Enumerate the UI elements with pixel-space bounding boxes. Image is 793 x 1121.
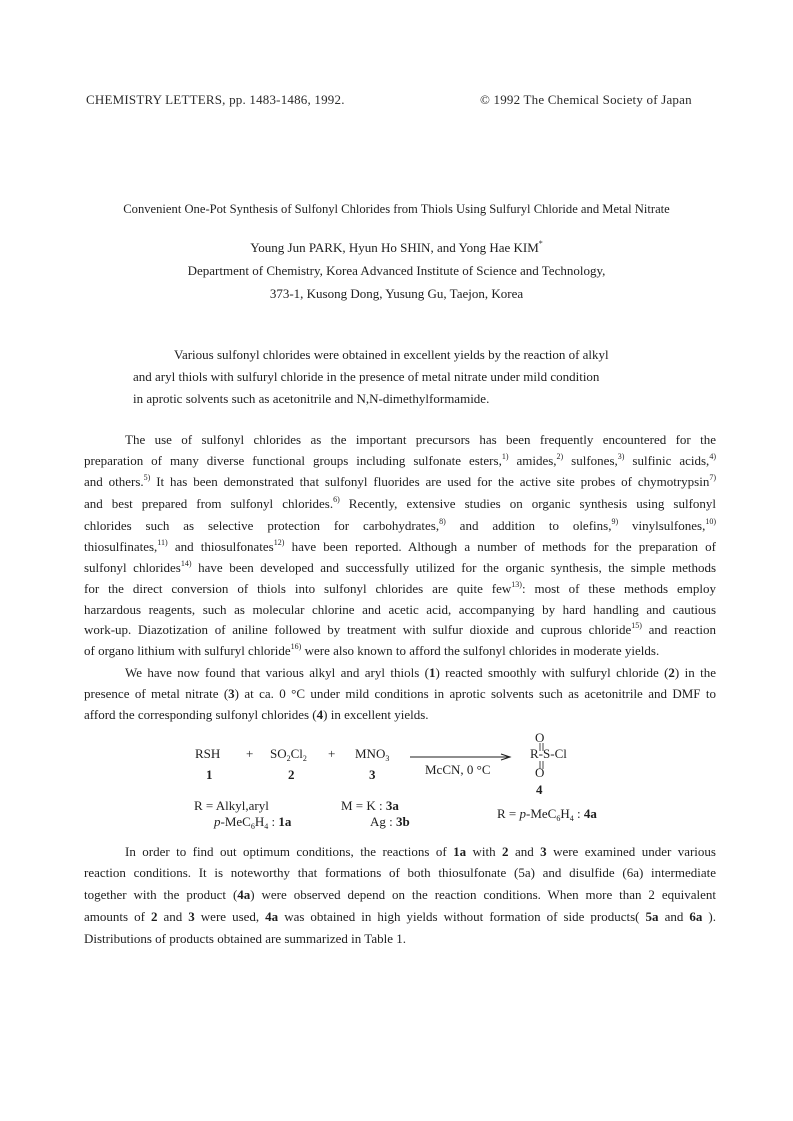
ref: 3) xyxy=(617,452,625,461)
ref: 6) xyxy=(333,495,340,504)
compound-ref: 1a xyxy=(278,814,292,829)
text: ) reacted smoothly with sulfuryl chloride ( xyxy=(435,665,669,680)
text: were used, xyxy=(194,909,266,924)
text: together with the product ( xyxy=(84,887,238,902)
text: In order to find out optimum conditions, the reactions of xyxy=(125,844,454,859)
text: sulfinic acids, xyxy=(624,453,710,468)
text: -MeC xyxy=(220,814,251,829)
text: Recently, extensive studies on organic synthesis using sulfonyl xyxy=(339,496,717,511)
subscript: 2 xyxy=(286,754,291,763)
compound-ref: 3a xyxy=(385,798,399,813)
abstract-line-3: in aprotic solvents such as acetonitrile and N,N-dimethylformamide. xyxy=(133,391,490,406)
subscript: 4 xyxy=(264,822,269,831)
subscript: 2 xyxy=(302,754,307,763)
p2-line-1 xyxy=(125,665,716,681)
text: and xyxy=(508,844,541,859)
text: H xyxy=(560,806,570,821)
text: : most of these methods employ xyxy=(521,581,716,596)
ref: 8) xyxy=(439,517,446,526)
text: work-up. Diazotization of aniline followed by treatment with sulfur dioxide and cuprous chloride xyxy=(84,622,632,637)
text: : xyxy=(573,806,584,821)
p1-line-1: The use of sulfonyl chlorides as the important precursors has been frequently encountered for the xyxy=(125,432,716,447)
p1-line-10 xyxy=(84,622,716,638)
text: amounts of xyxy=(84,909,151,924)
text: vinylsulfones, xyxy=(618,518,706,533)
p3-line-5: Distributions of products obtained are summarized in Table 1. xyxy=(84,931,406,946)
compound-ref: 3b xyxy=(396,814,410,829)
text: afford the corresponding sulfonyl chlorides ( xyxy=(84,707,317,722)
text: ) at ca. 0 °C under mild conditions in aprotic solvents such as acetonitrile and DMF to xyxy=(234,686,716,701)
text: and thiosulfonates xyxy=(167,539,274,554)
copyright-notice: © 1992 The Chemical Society of Japan xyxy=(480,92,692,107)
text: p xyxy=(519,806,527,821)
p1-line-8 xyxy=(84,581,716,597)
p3-line-2: reaction conditions. It is noteworthy that formations of both thiosulfonate (5a) and disulfide (6a) intermediate xyxy=(84,865,716,880)
affiliation-line-1: Department of Chemistry, Korea Advanced Institute of Science and Technology, xyxy=(187,263,606,278)
text: MNO xyxy=(355,746,386,761)
text: ) were observed depend on the reaction conditions. When more than 2 equivalent xyxy=(250,887,716,902)
ref: 9) xyxy=(611,517,619,526)
text: sulfonyl chlorides xyxy=(84,560,181,575)
p1-line-7 xyxy=(84,560,716,576)
ref: 16) xyxy=(290,642,302,651)
text: thiosulfinates, xyxy=(84,539,158,554)
text: were also known to afford the sulfonyl chlorides in moderate yields. xyxy=(301,643,660,658)
text: ) in excellent yields. xyxy=(323,707,429,722)
p1-line-5 xyxy=(84,518,716,534)
subscript: 4 xyxy=(569,814,574,823)
subscript: 3 xyxy=(385,754,390,763)
ref: 4) xyxy=(709,452,716,461)
text: with xyxy=(466,844,503,859)
p1-line-2 xyxy=(84,453,716,469)
ref: 10) xyxy=(705,517,717,526)
text: sulfones, xyxy=(563,453,618,468)
compound-ref: 1 xyxy=(428,665,436,680)
text: M = K : xyxy=(341,798,386,813)
text: R = xyxy=(497,806,520,821)
reactant-sulfuryl-chloride xyxy=(270,746,307,762)
text: presence of metal nitrate ( xyxy=(84,686,229,701)
text: were examined under various xyxy=(546,844,716,859)
text: -MeC xyxy=(526,806,557,821)
r-p-tolyl-definition xyxy=(214,814,291,830)
product-sulfonyl-chloride: R-S-Cl xyxy=(530,746,567,761)
text: It has been demonstrated that sulfonyl fluorides are used for the active site probes of chymotrypsin xyxy=(150,474,710,489)
text: chlorides such as selective protection for carbohydrates, xyxy=(84,518,440,533)
text: S xyxy=(543,746,551,761)
text: p xyxy=(214,814,221,829)
p1-line-4 xyxy=(84,496,716,512)
p1-line-11 xyxy=(84,643,716,659)
p1-line-6 xyxy=(84,539,716,555)
plus-sign: + xyxy=(246,746,254,761)
p3-line-4 xyxy=(84,909,716,925)
compound-ref: 2 xyxy=(150,909,158,924)
text: and xyxy=(658,909,690,924)
compound-ref: 4a xyxy=(583,806,597,821)
text: SO xyxy=(270,746,287,761)
text: have been reported. Although a number of methods for the preparation of xyxy=(284,539,716,554)
ag-definition xyxy=(370,814,410,830)
ref: 13) xyxy=(511,580,522,589)
text: and reaction xyxy=(641,622,717,637)
ref: 14) xyxy=(180,559,192,568)
compound-ref: 3 xyxy=(188,909,195,924)
author-list xyxy=(0,240,793,256)
ref: 11) xyxy=(157,538,168,547)
text: and best prepared from sulfonyl chlorides. xyxy=(84,496,334,511)
p1-line-9: harzardous reagents, such as molecular chlorine and acetic acid, accompanying by hard handling and cautious xyxy=(84,602,716,617)
p3-line-3 xyxy=(84,887,716,903)
text: Ag : xyxy=(370,814,396,829)
compound-ref: 4 xyxy=(316,707,324,722)
compound-ref: 1a xyxy=(453,844,467,859)
product-oxygen-top: O xyxy=(535,730,545,745)
text: amides, xyxy=(508,453,557,468)
reactant-metal-nitrate xyxy=(355,746,389,762)
text: R xyxy=(530,746,539,761)
ref: 2) xyxy=(556,452,564,461)
ref: 15) xyxy=(631,621,642,630)
compound-number-2: 2 xyxy=(288,767,295,782)
affiliation-line-2: 373-1, Kusong Dong, Yusung Gu, Taejon, Korea xyxy=(269,286,524,301)
product-oxygen-bottom: O xyxy=(535,765,545,780)
compound-ref: 4a xyxy=(237,887,251,902)
compound-number-1: 1 xyxy=(206,767,213,782)
text: have been developed and successfully utilized for the organic synthesis, the simple methods xyxy=(191,560,717,575)
compound-ref: 5a xyxy=(645,909,659,924)
abstract-line-1: Various sulfonyl chlorides were obtained in excellent yields by the reaction of alkyl xyxy=(174,347,609,362)
subscript: 6 xyxy=(556,814,561,823)
text: ) in the xyxy=(674,665,716,680)
text: and addition to olefins, xyxy=(445,518,612,533)
compound-number-3: 3 xyxy=(369,767,376,782)
p2-line-3 xyxy=(84,707,716,723)
text: : xyxy=(268,814,279,829)
corresponding-author-star: * xyxy=(538,239,543,248)
plus-sign: + xyxy=(328,746,336,761)
ref: 1) xyxy=(501,452,509,461)
p1-line-3 xyxy=(84,474,716,490)
compound-ref: 6a xyxy=(689,909,703,924)
compound-ref: 4a xyxy=(265,909,279,924)
abstract-line-2: and aryl thiols with sulfuryl chloride in the presence of metal nitrate under mild condition xyxy=(133,369,600,384)
p3-line-1 xyxy=(125,844,716,860)
reaction-arrow xyxy=(408,752,516,762)
product-r-definition xyxy=(497,806,597,822)
text: Cl xyxy=(554,746,567,761)
text: and others. xyxy=(84,474,144,489)
compound-ref: 3 xyxy=(540,844,547,859)
text: preparation of many diverse functional groups including sulfonate esters, xyxy=(84,453,502,468)
ref: 12) xyxy=(273,538,285,547)
text: and xyxy=(157,909,189,924)
text: ). xyxy=(702,909,716,924)
text: We have now found that various alkyl and aryl thiols ( xyxy=(125,665,429,680)
ref: 7) xyxy=(709,473,716,482)
p2-line-2 xyxy=(84,686,716,702)
text: for the direct conversion of thiols into sulfonyl chlorides are quite few xyxy=(84,581,512,596)
compound-ref: 2 xyxy=(668,665,675,680)
m-definition xyxy=(341,798,399,814)
text: of organo lithium with sulfuryl chloride xyxy=(84,643,291,658)
text: H xyxy=(254,814,265,829)
r-definition: R = Alkyl,aryl xyxy=(194,798,269,813)
paper-title: Convenient One-Pot Synthesis of Sulfonyl Chlorides from Thiols Using Sulfuryl Chloride and Metal Nitrate xyxy=(123,202,670,216)
text: Cl xyxy=(290,746,303,761)
subscript: 6 xyxy=(250,822,255,831)
text: was obtained in high yields without formation of side products( xyxy=(278,909,646,924)
journal-citation: CHEMISTRY LETTERS, pp. 1483-1486, 1992. xyxy=(86,92,345,107)
reactant-thiol: RSH xyxy=(195,746,221,761)
compound-ref: 2 xyxy=(502,844,509,859)
ref: 5) xyxy=(143,473,151,482)
compound-ref: 3 xyxy=(228,686,235,701)
author-names: Young Jun PARK, Hyun Ho SHIN, and Yong Hae KIM xyxy=(250,240,539,255)
reaction-conditions: McCN, 0 °C xyxy=(425,762,491,777)
compound-number-4: 4 xyxy=(536,782,543,797)
